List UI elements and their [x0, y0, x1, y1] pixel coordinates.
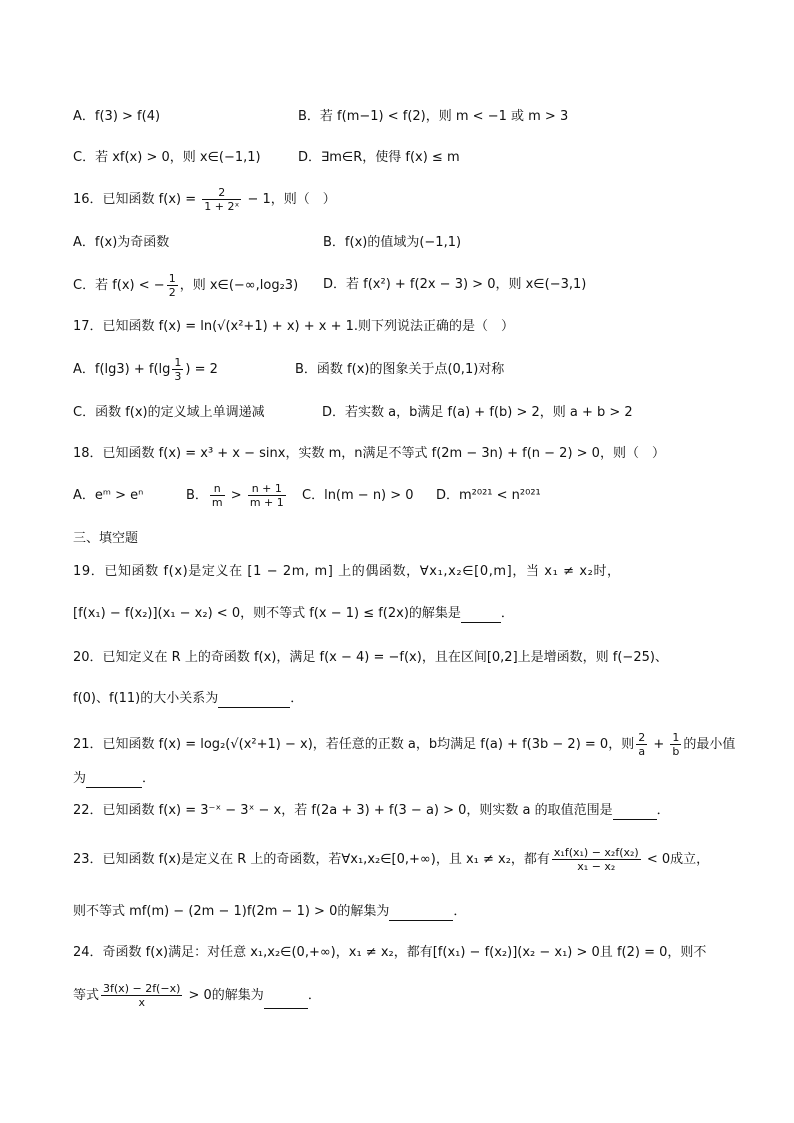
q18-b-pre: B． — [186, 488, 208, 503]
q19-period: ． — [500, 606, 514, 621]
q18-b-fraction1 — [210, 482, 225, 509]
q21-f2-den: b — [672, 745, 680, 758]
q15-option-b: B．若 f(m−1) < f(2)，则 m < −1 或 m > 3 — [298, 109, 569, 124]
q21-line1-post: 的最小值 — [683, 737, 736, 752]
q18-b-fraction2 — [248, 482, 286, 509]
q15-option-c: C．若 xf(x) > 0，则 x∈(−1,1) — [73, 150, 261, 165]
q16-frac-num: 2 — [202, 186, 241, 200]
q16-c-pre: C．若 f(x) < − — [73, 278, 165, 293]
q15-option-a: A．f(3) > f(4) — [73, 109, 161, 124]
q17-a-pre: A．f(lg3) + f(lg — [73, 362, 171, 377]
q24-fraction — [101, 982, 182, 1009]
q21-f2-num: 1 — [672, 731, 680, 744]
q23-period: ． — [453, 904, 467, 919]
q24-line2-pre: 等式 — [73, 988, 100, 1003]
q17-option-d: D．若实数 a，b满足 f(a) + f(b) > 2，则 a + b > 2 — [322, 405, 633, 420]
q18-b-f1-den: m — [211, 496, 223, 509]
q18-b-f2-den: m + 1 — [249, 496, 284, 509]
q17-option-c: C．函数 f(x)的定义域上单调递减 — [73, 405, 265, 420]
q16-option-a: A．f(x)为奇函数 — [73, 235, 170, 250]
q17-stem: 17．已知函数 f(x) = ln(√(x²+1) + x) + x + 1.则下列说法正确的是（ ） — [73, 319, 514, 334]
q16-fraction — [202, 186, 241, 213]
q21-f1-num: 2 — [638, 731, 646, 744]
q18-option-c: C．ln(m − n) > 0 — [302, 488, 414, 503]
q23-line2-text: 则不等式 mf(m) − (2m − 1)f(2m − 1) > 0的解集为 — [73, 904, 390, 919]
q21-line1 — [73, 731, 735, 758]
q16-stem-pre: 16．已知函数 f(x) = — [73, 192, 201, 207]
q16-option-c — [73, 272, 298, 299]
q17-a-frac-num: 1 — [174, 356, 182, 369]
q16-c-frac-num: 1 — [168, 272, 176, 285]
q22-line — [73, 802, 670, 820]
q16-stem-post: − 1，则（ ） — [243, 192, 336, 207]
q18-b-f1-num: n — [210, 482, 225, 496]
q18-option-d: D．m²⁰²¹ < n²⁰²¹ — [436, 488, 541, 503]
q17-option-a — [73, 356, 218, 383]
q23-answer-blank[interactable] — [389, 906, 453, 921]
q21-line2-text: 为 — [73, 771, 87, 786]
q24-line1: 24．奇函数 f(x)满足：对任意 x₁,x₂∈(0,+∞)，x₁ ≠ x₂，都有[f(x₁) − f(x₂)](x₂ − x₁) > 0且 f(2) = 0，则不 — [73, 945, 707, 960]
q20-period: ． — [290, 691, 304, 706]
q17-a-fraction — [172, 356, 183, 383]
q20-line2 — [73, 690, 303, 708]
q17-option-b: B．函数 f(x)的图象关于点(0,1)对称 — [295, 362, 505, 377]
q20-answer-blank[interactable] — [218, 693, 290, 708]
q19-line1: 19．已知函数 f(x)是定义在 [1 − 2m, m] 上的偶函数，∀x₁,x₂∈[0,m]，当 x₁ ≠ x₂时， — [73, 564, 621, 579]
q23-line1-pre: 23．已知函数 f(x)是定义在 R 上的奇函数，若∀x₁,x₂∈[0,+∞)，且 x₁ ≠ x₂，都有 — [73, 852, 550, 867]
q21-line1-pre: 21．已知函数 f(x) = log₂(√(x²+1) − x)，若任意的正数 a，b均满足 f(a) + f(3b − 2) = 0，则 — [73, 737, 635, 752]
q23-fraction — [552, 846, 641, 873]
q23-frac-num: x₁f(x₁) − x₂f(x₂) — [553, 846, 639, 859]
q22-line-text: 22．已知函数 f(x) = 3⁻ˣ − 3ˣ − x，若 f(2a + 3) + f(3 − a) > 0，则实数 a 的取值范围是 — [73, 803, 613, 818]
q21-fraction2 — [670, 731, 681, 758]
q19-line2-text: [f(x₁) − f(x₂)](x₁ − x₂) < 0，则不等式 f(x − 1) ≤ f(2x)的解集是 — [73, 606, 461, 621]
q21-fraction1 — [636, 731, 647, 758]
q18-option-b — [186, 482, 288, 509]
q23-line2 — [73, 903, 466, 921]
q16-frac-den: 1 + 2ˣ — [204, 200, 240, 213]
q24-line2 — [73, 982, 321, 1009]
q24-frac-den: x — [138, 996, 145, 1009]
q21-f1-den: a — [638, 745, 646, 758]
q16-option-d: D．若 f(x²) + f(2x − 3) > 0，则 x∈(−3,1) — [323, 277, 587, 292]
q19-line2 — [73, 605, 514, 623]
q16-option-b: B．f(x)的值域为(−1,1) — [323, 235, 462, 250]
q19-answer-blank[interactable] — [461, 608, 501, 623]
q20-line2-text: f(0)、f(11)的大小关系为 — [73, 691, 219, 706]
q16-stem — [73, 186, 336, 213]
q18-b-f2-num: n + 1 — [248, 482, 286, 496]
q16-c-post: ，则 x∈(−∞,log₂3) — [179, 278, 299, 293]
q17-a-post: ) = 2 — [185, 362, 218, 377]
q21-plus: + — [649, 737, 669, 752]
q17-a-frac-den: 3 — [174, 370, 182, 383]
q24-answer-blank[interactable] — [264, 994, 308, 1009]
q20-line1: 20．已知定义在 R 上的奇函数 f(x)，满足 f(x − 4) = −f(x)，且在区间[0,2]上是增函数，则 f(−25)、 — [73, 650, 668, 665]
q23-line1-post: < 0成立， — [642, 852, 710, 867]
q24-line2-post: > 0的解集为 — [184, 988, 264, 1003]
q24-frac-num: 3f(x) − 2f(−x) — [103, 982, 181, 995]
q22-answer-blank[interactable] — [613, 805, 657, 820]
q24-period: ． — [307, 988, 321, 1003]
q23-frac-den: x₁ − x₂ — [577, 860, 616, 873]
q21-answer-blank[interactable] — [86, 773, 142, 788]
q23-line1 — [73, 846, 709, 873]
q22-period: ． — [656, 803, 670, 818]
q18-b-mid: > — [226, 488, 246, 503]
q16-c-fraction — [167, 272, 178, 299]
q15-option-d: D．∃m∈R，使得 f(x) ≤ m — [298, 150, 460, 165]
q21-period: ． — [142, 771, 156, 786]
q21-line2 — [73, 770, 155, 788]
q18-option-a: A．eᵐ > eⁿ — [73, 488, 144, 503]
q18-stem: 18．已知函数 f(x) = x³ + x − sinx，实数 m，n满足不等式 f(2m − 3n) + f(n − 2) > 0，则（ ） — [73, 446, 665, 461]
q16-c-frac-den: 2 — [168, 286, 176, 299]
section-title-fill-in: 三、填空题 — [73, 531, 139, 546]
